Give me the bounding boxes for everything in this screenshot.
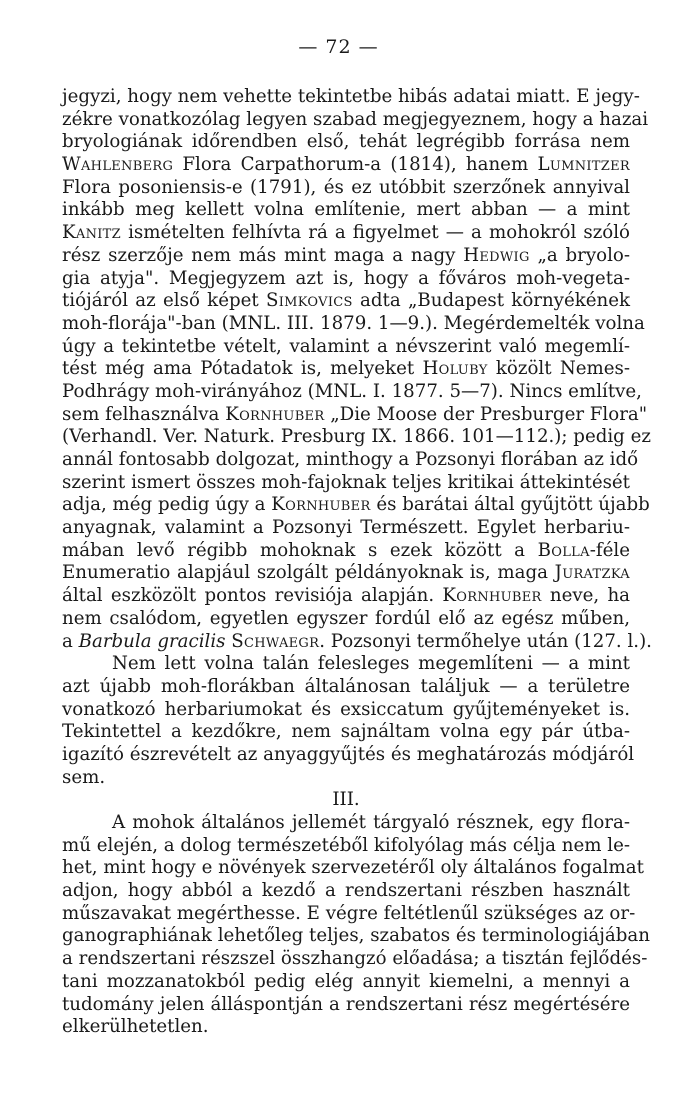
author-name: Holuby [422, 358, 488, 380]
section-heading: III. [332, 789, 360, 811]
text-segment: Tekintettel a kezdőkre, nem sajnáltam volna egy pár útba- [62, 721, 630, 743]
text-segment: tést még ama Pótadatok is, melyeket [62, 358, 423, 380]
text-line [62, 812, 630, 835]
text-segment: adja, még pedig úgy a [62, 494, 272, 516]
text-line [62, 608, 630, 631]
text-line [62, 925, 650, 948]
text-segment: sem felhasználva [62, 403, 226, 425]
text-line [62, 426, 651, 449]
text-segment: gia atyja". Megjegyzem azt is, hogy a főváros moh-vegeta- [62, 267, 630, 289]
page-number: — 72 — [298, 36, 379, 58]
author-name: Wahlenberg [62, 154, 174, 176]
text-segment: tiójáról az első képet [62, 290, 266, 312]
text-line [62, 336, 630, 359]
text-line [62, 857, 644, 880]
text-line [62, 540, 630, 563]
text-line [62, 472, 630, 495]
text-segment: . Pozsonyi termőhelye után (127. l.). [319, 630, 652, 652]
text-segment: inkább meg kellett volna említenie, mert abban — a mint [62, 199, 630, 221]
author-name: Kornhuber [442, 585, 542, 607]
text-line [62, 290, 630, 313]
text-line [62, 630, 652, 654]
text-line [62, 358, 630, 381]
text-segment: úgy a tekintetbe vételt, valamint a névszerint való megemlí- [62, 335, 630, 357]
text-segment: a rendszertani részszel összhangzó előadása; a tisztán fejlődés- [62, 948, 648, 970]
text-segment: „Die Moose der Presburger Flora" [324, 403, 648, 425]
text-segment: ismételten felhívta rá a figyelmet — a mohokról szóló [121, 222, 630, 244]
text-line [62, 676, 630, 699]
text-line [62, 312, 645, 336]
text-segment: nem csalódom, egyetlen egyszer fordúl elő az egész műben, [62, 607, 630, 629]
author-name: Lumnitzer [537, 154, 630, 176]
text-line [62, 743, 635, 767]
text-line [62, 222, 630, 245]
text-segment: bryologiának időrendben első, tehát legrégibb forrása nem [62, 131, 630, 153]
text-segment: közölt Nemes- [487, 358, 631, 380]
text-line [62, 449, 639, 472]
text-segment: Podhrágy moh-virányához (MNL. I. 1877. 5—7). Nincs említve, [62, 380, 642, 402]
text-segment: elkerülhetetlen. [62, 1016, 209, 1038]
text-segment: adta „Budapest környékének [352, 290, 630, 312]
text-segment: neve, ha [541, 585, 630, 607]
text-segment: és barátai által gyűjtött újabb [370, 494, 650, 516]
body-text [62, 86, 652, 1039]
text-line [62, 1016, 630, 1039]
text-line [62, 653, 630, 676]
text-line [62, 268, 630, 291]
text-segment: het, mint hogy e növények szervezetéről oly általános fogalmat [62, 857, 644, 879]
text-line [62, 948, 648, 971]
text-line [62, 199, 630, 222]
text-segment: ganographiának lehetőleg teljes, szabatos és terminologiájában [62, 925, 650, 947]
species-name: Barbula gracilis [78, 630, 226, 652]
text-line [62, 994, 630, 1017]
author-name: Kornhuber [225, 403, 325, 425]
author-name: Simkovics [265, 290, 353, 312]
text-segment: moh-florája"-ban (MNL. III. 1879. 1—9.). Megérdemelték volna [62, 312, 645, 334]
text-line [62, 403, 648, 427]
text-segment: jegyzi, hogy nem vehette tekintetbe hibás adatai miatt. E jegy- [62, 86, 640, 107]
text-segment: anyagnak, valamint a Pozsonyi Természett. Egylet herbariu- [62, 517, 630, 539]
text-line [62, 86, 640, 109]
text-segment: adjon, hogy abból a kezdő a rendszertani részben használt [62, 880, 630, 902]
author-name: Kanitz [62, 222, 121, 244]
text-line [62, 971, 630, 994]
author-name: Schwaegr [231, 630, 320, 652]
text-segment: sem. [62, 766, 106, 788]
text-segment: Flora Carpathorum-a (1814), hanem [173, 154, 538, 176]
text-segment: által eszközölt pontos revisiója alapján. [62, 585, 443, 607]
text-segment: műszavakat megérthesse. E végre feltétlenűl szükséges az or- [62, 902, 636, 924]
text-segment: tani mozzanatokból pedig elég annyit kiemelni, a mennyi a [62, 970, 630, 992]
author-name: Bolla [537, 539, 590, 561]
text-line [62, 699, 630, 722]
text-line [62, 902, 636, 926]
text-line [62, 380, 642, 404]
text-segment: „a bryolo- [529, 244, 630, 266]
text-segment: (Verhandl. Ver. Naturk. Presburg IX. 1866. 101—112.); pedig ez [62, 426, 651, 448]
text-line [62, 835, 630, 858]
text-segment: szerint ismert összes moh-fajoknak teljes kritikai áttekintését [62, 471, 630, 493]
text-line [62, 494, 650, 517]
author-name: Juratzka [554, 562, 630, 584]
text-line [62, 562, 630, 585]
text-segment: annál fontosabb dolgozat, minthogy a Pozsonyi florában az idő [62, 449, 639, 470]
text-segment: tudomány jelen álláspontján a rendszertani rész megértésére [62, 993, 630, 1015]
text-segment: azt újabb moh-florákban általánosan találjuk — a területre [62, 675, 630, 697]
text-line [62, 177, 630, 200]
text-line [62, 245, 630, 268]
text-segment: igazító észrevételt az anyaggyűjtés és meghatározás módjáról [62, 743, 635, 765]
text-segment: mű elején, a dolog természetéből kifolyólag más célja nem le- [62, 834, 630, 856]
text-segment: Nem lett volna talán felesleges megemlíteni — a mint [112, 653, 630, 675]
text-line [62, 767, 630, 790]
author-name: Hedwig [463, 244, 530, 266]
text-line [62, 131, 630, 154]
text-line [62, 721, 630, 744]
text-line [62, 585, 630, 608]
text-segment: mában levő régibb mohoknak s ezek között a [62, 539, 538, 561]
text-segment: -féle [589, 539, 630, 561]
text-segment: zékre vonatkozólag legyen szabad megjegyeznem, hogy a hazai [62, 108, 649, 130]
text-segment: vonatkozó herbariumokat és exsiccatum gyűjteményeket is. [62, 698, 630, 720]
text-segment: Flora posoniensis-e (1791), és ez utóbbit szerzőnek annyival [62, 176, 630, 198]
text-line [62, 517, 630, 540]
text-segment: Enumeratio alapjául szolgált példányoknak is, maga [62, 562, 555, 584]
text-segment: a [62, 630, 79, 652]
text-line [62, 880, 630, 903]
author-name: Kornhuber [271, 494, 371, 516]
text-line [62, 154, 630, 177]
text-segment: rész szerzője nem más mint maga a nagy [62, 244, 464, 266]
text-segment: A mohok általános jellemét tárgyaló résznek, egy flora- [112, 812, 630, 833]
text-line [62, 108, 649, 132]
